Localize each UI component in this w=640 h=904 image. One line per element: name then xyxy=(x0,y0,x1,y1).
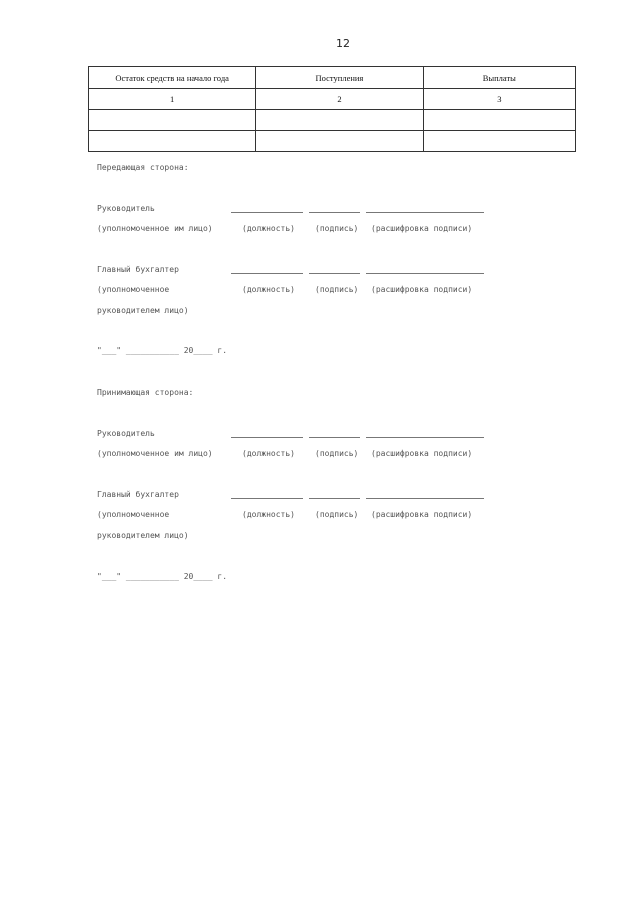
receiving-accountant-label: Главный бухгалтер xyxy=(97,490,179,499)
position-caption: (должность) xyxy=(242,224,295,233)
signature-decoding-line xyxy=(366,273,484,274)
position-caption: (должность) xyxy=(242,285,295,294)
receiving-accountant-sublabel-1: (уполномоченное xyxy=(97,510,170,519)
header-cell-receipts: Поступления xyxy=(256,67,423,89)
signature-caption: (подпись) xyxy=(315,510,359,519)
column-number-cell: 2 xyxy=(256,89,423,110)
header-cell-balance: Остаток средств на начало года xyxy=(89,67,256,89)
table-cell xyxy=(423,131,575,152)
transferring-head-label: Руководитель xyxy=(97,204,155,213)
table-cell xyxy=(89,110,256,131)
receiving-head-sublabel: (уполномоченное им лицо) xyxy=(97,449,213,458)
signature-decoding-line xyxy=(366,212,484,213)
column-number-cell: 3 xyxy=(423,89,575,110)
transferring-side-title: Передающая сторона: xyxy=(97,163,189,172)
signature-line xyxy=(309,212,360,213)
signature-decoding-caption: (расшифровка подписи) xyxy=(371,224,473,233)
funds-table xyxy=(88,66,576,152)
table-number-row xyxy=(89,89,576,110)
transferring-accountant-sublabel-2: руководителем лицо) xyxy=(97,306,189,315)
signature-decoding-line xyxy=(366,498,484,499)
signature-decoding-line xyxy=(366,437,484,438)
position-signature-line xyxy=(231,498,303,499)
table-row xyxy=(89,110,576,131)
position-caption: (должность) xyxy=(242,510,295,519)
header-cell-payments: Выплаты xyxy=(423,67,575,89)
position-signature-line xyxy=(231,273,303,274)
transferring-head-sublabel: (уполномоченное им лицо) xyxy=(97,224,213,233)
signature-line xyxy=(309,273,360,274)
transferring-date-line: "___" ___________ 20____ г. xyxy=(97,346,228,355)
table-row xyxy=(89,131,576,152)
transferring-accountant-sublabel-1: (уполномоченное xyxy=(97,285,170,294)
table-header-row xyxy=(89,67,576,89)
signature-line xyxy=(309,498,360,499)
receiving-accountant-sublabel-2: руководителем лицо) xyxy=(97,531,189,540)
signature-caption: (подпись) xyxy=(315,449,359,458)
signature-caption: (подпись) xyxy=(315,285,359,294)
table-cell xyxy=(89,131,256,152)
column-number-cell: 1 xyxy=(89,89,256,110)
position-signature-line xyxy=(231,212,303,213)
receiving-head-label: Руководитель xyxy=(97,429,155,438)
receiving-date-line: "___" ___________ 20____ г. xyxy=(97,572,228,581)
table-cell xyxy=(423,110,575,131)
signature-caption: (подпись) xyxy=(315,224,359,233)
table-cell xyxy=(256,110,423,131)
receiving-side-title: Принимающая сторона: xyxy=(97,388,194,397)
signature-decoding-caption: (расшифровка подписи) xyxy=(371,510,473,519)
position-caption: (должность) xyxy=(242,449,295,458)
transferring-accountant-label: Главный бухгалтер xyxy=(97,265,179,274)
signature-decoding-caption: (расшифровка подписи) xyxy=(371,285,473,294)
position-signature-line xyxy=(231,437,303,438)
table-cell xyxy=(256,131,423,152)
signature-line xyxy=(309,437,360,438)
signature-decoding-caption: (расшифровка подписи) xyxy=(371,449,473,458)
page-number: 12 xyxy=(336,37,350,50)
